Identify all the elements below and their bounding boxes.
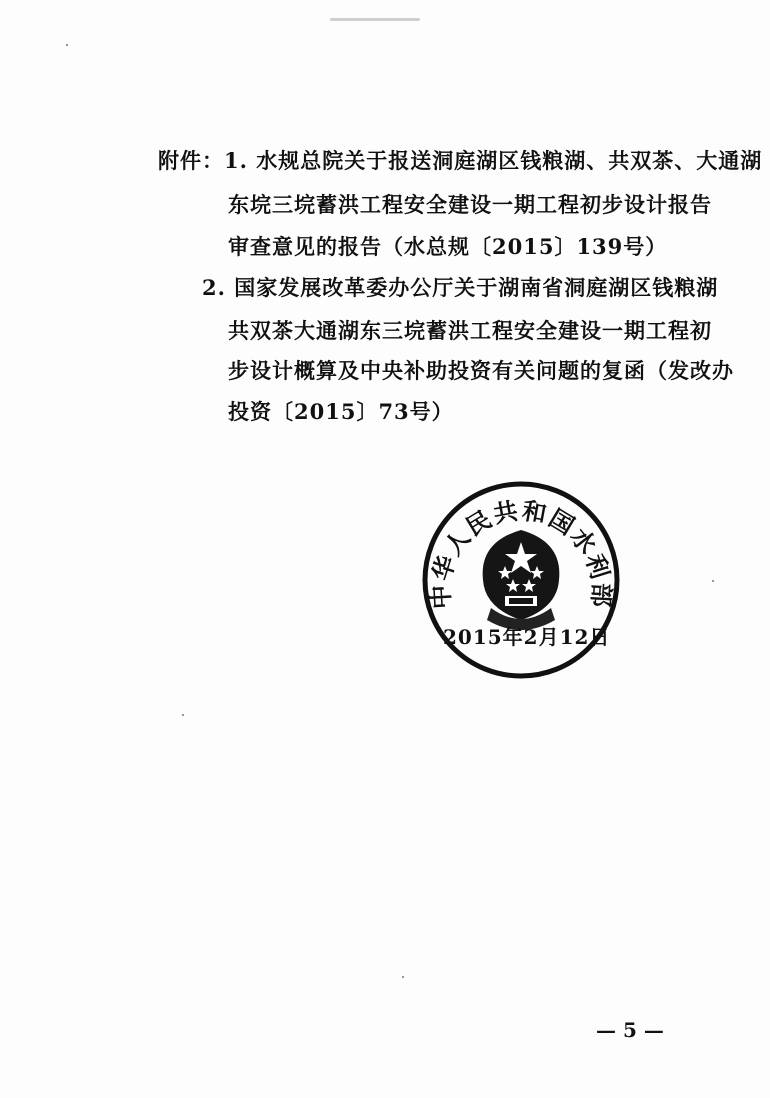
attachment-line-7: 投资〔2015〕73号） (228, 399, 454, 424)
attachment-line-4: 2. 国家发展改革委办公厅关于湖南省洞庭湖区钱粮湖 (202, 275, 719, 300)
seal-date: 2015年2月12日 (443, 625, 611, 649)
scan-speck (66, 44, 68, 46)
page-number: — 5 — (596, 1018, 664, 1042)
attachment-line-2: 东垸三垸蓄洪工程安全建设一期工程初步设计报告 (228, 192, 712, 217)
scan-speck (712, 580, 714, 582)
scan-speck (402, 976, 404, 978)
attachment-line-5: 共双茶大通湖东三垸蓄洪工程安全建设一期工程初 (228, 318, 712, 343)
attachment-line-1: 附件：1. 水规总院关于报送洞庭湖区钱粮湖、共双茶、大通湖 (158, 148, 763, 173)
national-emblem-icon (483, 530, 560, 630)
official-seal (421, 480, 621, 680)
attachment-line-3: 审查意见的报告（水总规〔2015〕139号） (228, 234, 668, 259)
seal-org-name: 中华人民共和国水利部 (426, 496, 616, 610)
scan-speck (330, 18, 420, 21)
scan-speck (182, 714, 184, 716)
attachment-line-6: 步设计概算及中央补助投资有关问题的复函（发改办 (228, 358, 734, 383)
